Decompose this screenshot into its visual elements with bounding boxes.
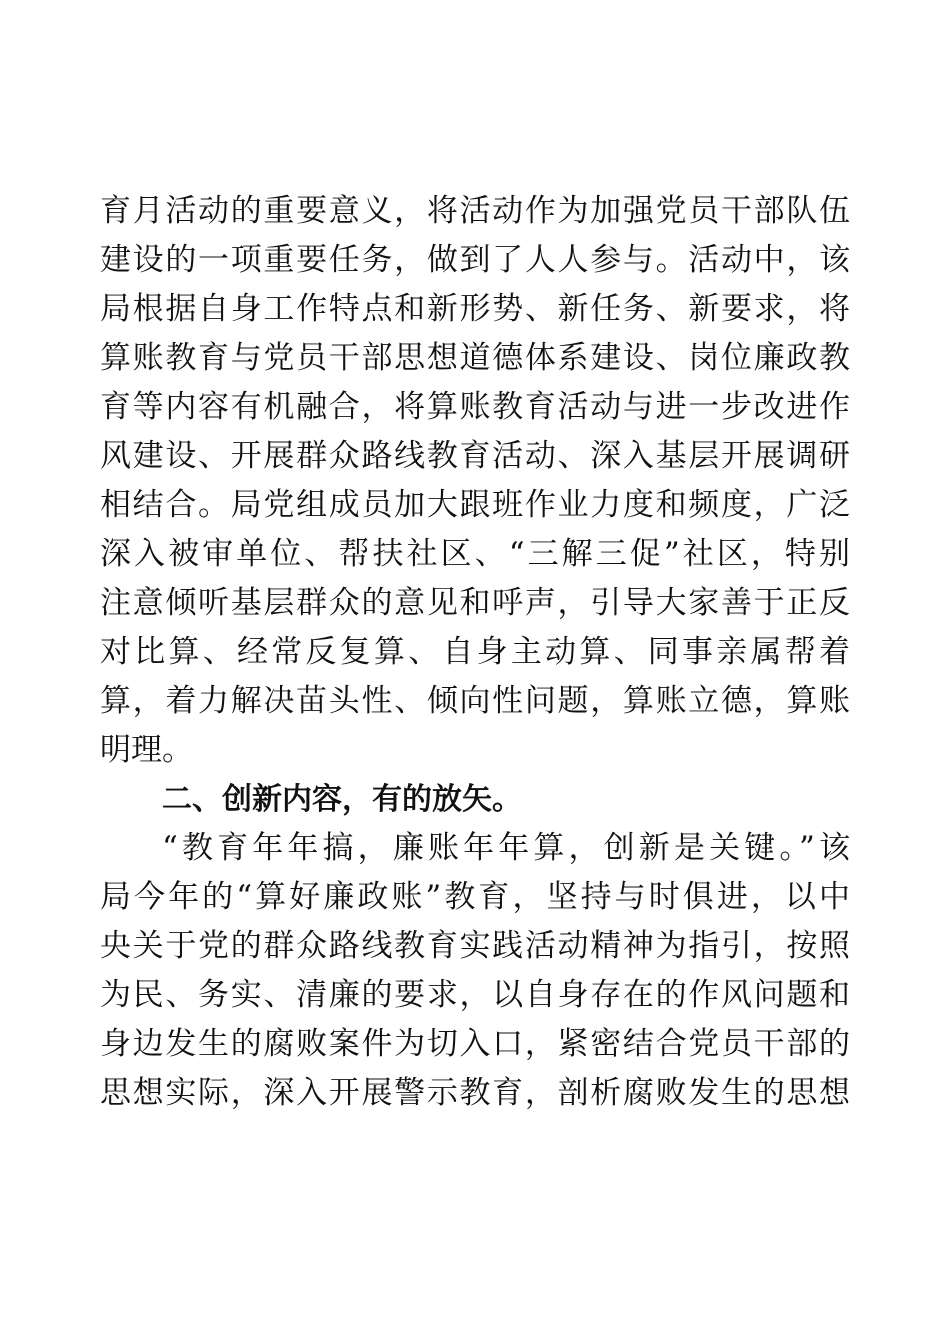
text-line: 相结合。局党组成员加大跟班作业力度和频度，广泛 bbox=[100, 487, 850, 523]
paragraph-2 bbox=[100, 824, 850, 1118]
text-line: “教育年年搞，廉账年年算，创新是关键。”该 bbox=[162, 830, 850, 866]
text-line: 育月活动的重要意义，将活动作为加强党员干部队伍 bbox=[100, 193, 850, 229]
text-line: 身边发生的腐败案件为切入口，紧密结合党员干部的 bbox=[100, 1026, 850, 1062]
text-line: 深入被审单位、帮扶社区、“三解三促”社区，特别 bbox=[100, 536, 850, 572]
text-line: 央关于党的群众路线教育实践活动精神为指引，按照 bbox=[100, 928, 850, 964]
text-line: 算，着力解决苗头性、倾向性问题，算账立德，算账 bbox=[100, 683, 850, 719]
paragraph-1 bbox=[100, 187, 850, 775]
text-line: 算账教育与党员干部思想道德体系建设、岗位廉政教 bbox=[100, 340, 850, 376]
text-line: 局今年的“算好廉政账”教育，坚持与时俱进，以中 bbox=[100, 879, 850, 915]
text-line: 为民、务实、清廉的要求，以自身存在的作风问题和 bbox=[100, 977, 850, 1013]
text-line: 对比算、经常反复算、自身主动算、同事亲属帮着 bbox=[100, 634, 850, 670]
text-line: 明理。 bbox=[100, 732, 193, 768]
text-line: 育等内容有机融合，将算账教育活动与进一步改进作 bbox=[100, 389, 850, 425]
text-line: 局根据自身工作特点和新形势、新任务、新要求，将 bbox=[100, 291, 850, 327]
text-line: 注意倾听基层群众的意见和呼声，引导大家善于正反 bbox=[100, 585, 850, 621]
section-heading: 二、创新内容，有的放矢。 bbox=[162, 782, 522, 817]
text-line: 建设的一项重要任务，做到了人人参与。活动中，该 bbox=[100, 242, 850, 278]
text-line: 思想实际，深入开展警示教育，剖析腐败发生的思想 bbox=[100, 1075, 850, 1111]
body-text bbox=[100, 187, 850, 1118]
text-line: 风建设、开展群众路线教育活动、深入基层开展调研 bbox=[100, 438, 850, 474]
